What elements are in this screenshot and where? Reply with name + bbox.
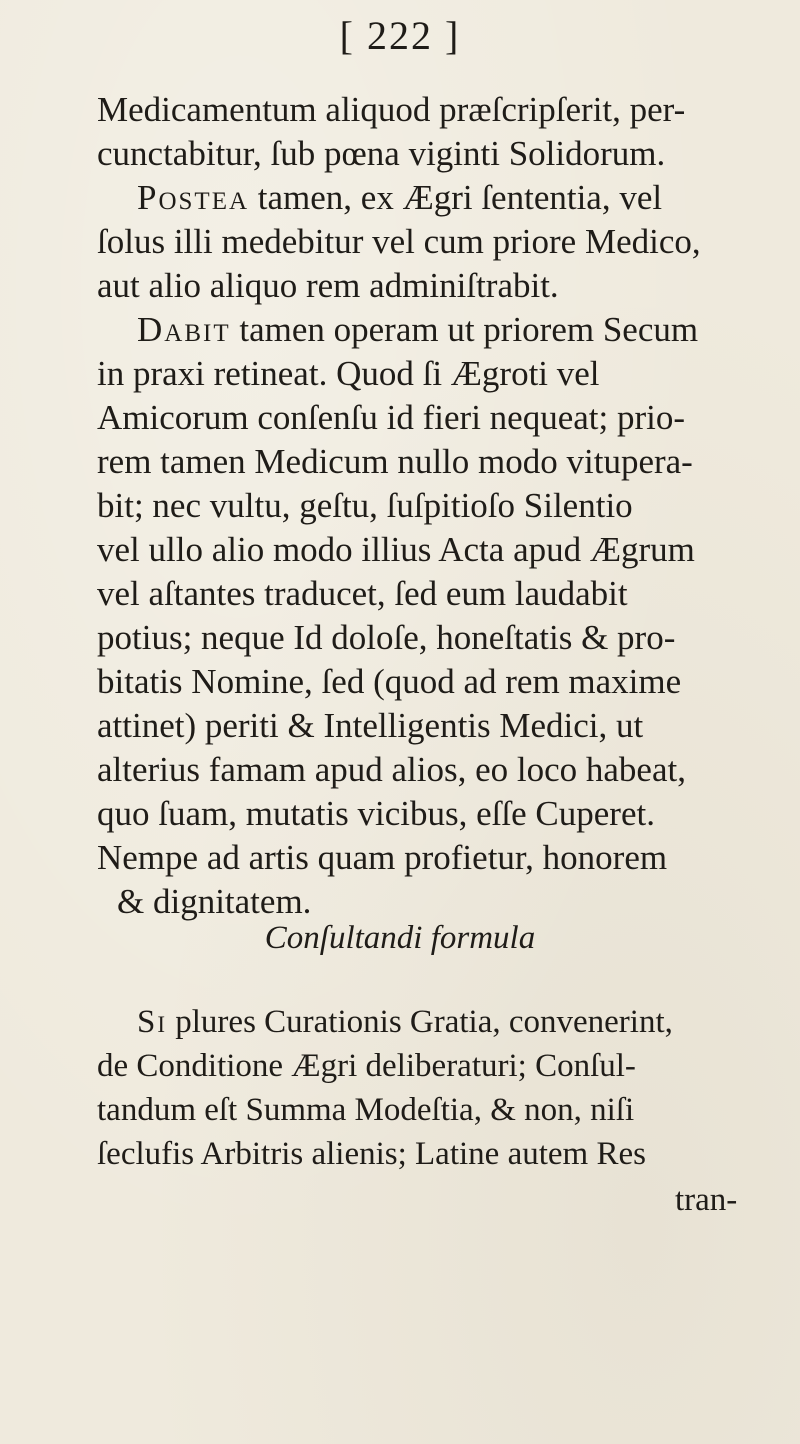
text-line: & dignitatem. bbox=[117, 882, 312, 921]
page-number: [ 222 ] bbox=[339, 13, 461, 58]
text-line: vel aſtantes traducet, ſed eum laudabit bbox=[97, 574, 628, 613]
line-text: tamen operam ut priorem Secum bbox=[230, 310, 699, 349]
text-line: Medicamentum aliquod præſcripſerit, per- bbox=[97, 90, 686, 129]
text-line: ſeclufis Arbitris alienis; Latine autem Res bbox=[97, 1136, 646, 1172]
text-line: alterius famam apud alios, eo loco habeat, bbox=[97, 750, 686, 789]
text-line: vel ullo alio modo illius Acta apud Ægrum bbox=[97, 530, 695, 569]
line-text: tamen, ex Ægri ſententia, vel bbox=[249, 178, 663, 217]
catchword: tran- bbox=[675, 1182, 738, 1218]
text-line: aut alio aliquo rem adminiſtrabit. bbox=[97, 266, 559, 305]
paragraph-lead-word: Si bbox=[137, 1004, 168, 1040]
text-line: Nempe ad artis quam profietur, honorem bbox=[97, 838, 668, 877]
text-line: quo ſuam, mutatis vicibus, eſſe Cuperet. bbox=[97, 794, 655, 833]
text-line: bitatis Nomine, ſed (quod ad rem maxime bbox=[97, 662, 682, 701]
section-heading: Conſultandi formula bbox=[264, 920, 536, 956]
paragraph-lead-word: Dabit bbox=[137, 310, 231, 349]
text-line bbox=[137, 1000, 673, 1044]
text-line: cunctabitur, ſub pœna viginti Solidorum. bbox=[97, 134, 666, 173]
text-line: attinet) periti & Intelligentis Medici, ut bbox=[97, 706, 644, 745]
text-line: de Conditione Ægri deliberaturi; Conſul- bbox=[97, 1048, 636, 1084]
text-line: bit; nec vultu, geſtu, ſuſpitioſo Silentio bbox=[97, 486, 633, 525]
paragraph-lead-word: Postea bbox=[137, 178, 250, 217]
text-line: rem tamen Medicum nullo modo vitupera- bbox=[97, 442, 693, 481]
text-line: Amicorum conſenſu id fieri nequeat; prio- bbox=[97, 398, 686, 437]
text-line: in praxi retineat. Quod ſi Ægroti vel bbox=[97, 354, 600, 393]
text-line: potius; neque Id doloſe, honeſtatis & pro- bbox=[97, 618, 676, 657]
text-line bbox=[137, 176, 662, 220]
line-text: plures Curationis Gratia, convenerint, bbox=[167, 1004, 673, 1040]
text-line: tandum eſt Summa Modeſtia, & non, niſi bbox=[97, 1092, 635, 1128]
text-line: ſolus illi medebitur vel cum priore Medico, bbox=[97, 222, 701, 261]
text-line bbox=[137, 308, 698, 352]
